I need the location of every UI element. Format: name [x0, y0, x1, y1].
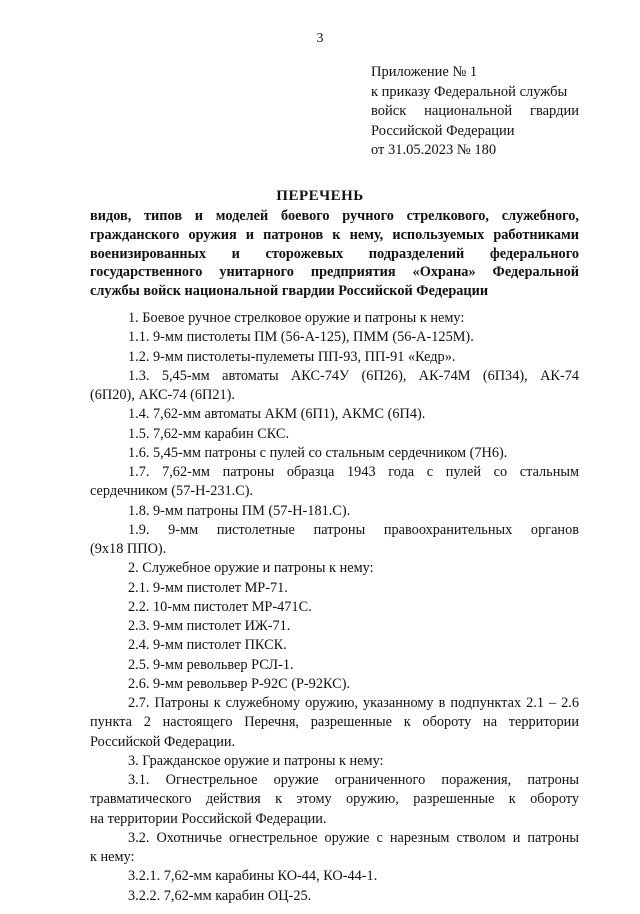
appendix-line: к приказу Федеральной службы [371, 83, 568, 100]
list-item: 3.1. Огнестрельное оружие ограниченного поражения, патроны [128, 772, 579, 788]
list-item: 1.1. 9-мм пистолеты ПМ (56-А-125), ПММ (56-А-125М). [128, 329, 474, 346]
list-item: 1.3. 5,45-мм автоматы АКС-74У (6П26), АК-74М (6П34), АК-74 [128, 367, 579, 384]
list-item: 1.6. 5,45-мм патроны с пулей со стальным сердечником (7Н6). [128, 444, 508, 461]
subtitle-line: государственного унитарного предприятия «Охрана» Федеральной [90, 264, 579, 281]
list-item-continuation: к нему: [90, 849, 135, 865]
subtitle-line: видов, типов и моделей боевого ручного стрелкового, служебного, [90, 208, 579, 224]
appendix-line: от 31.05.2023 № 180 [371, 142, 497, 158]
list-item: 2.7. Патроны к служебному оружию, указанному в подпунктах 2.1 – 2.6 [128, 695, 579, 711]
list-item: 1.7. 7,62-мм патроны образца 1943 года с пулей со стальным [128, 464, 579, 480]
list-item: 1.5. 7,62-мм карабин СКС. [128, 425, 290, 442]
document-subtitle [90, 207, 579, 301]
subtitle-line: гражданского оружия и патронов к нему, используемых работниками [90, 226, 579, 243]
section-heading: 2. Служебное оружие и патроны к нему: [128, 560, 374, 577]
document-title: ПЕРЕЧЕНЬ [276, 188, 364, 204]
list-item-continuation: пункта 2 настоящего Перечня, разрешенные к обороту на территории [90, 714, 579, 731]
appendix-line: Российской Федерации [371, 122, 515, 139]
list-item: 3.2.2. 7,62-мм карабин ОЦ-25. [128, 887, 312, 904]
subtitle-line: военизированных и сторожевых подразделений федерального [90, 245, 579, 262]
list-item: 1.8. 9-мм патроны ПМ (57-Н-181.С). [128, 502, 351, 519]
list-item: 2.2. 10-мм пистолет МР-471С. [128, 598, 312, 615]
list-item: 2.5. 9-мм револьвер РСЛ-1. [128, 656, 294, 673]
appendix-line: Приложение № 1 [371, 64, 478, 80]
list-item: 2.4. 9-мм пистолет ПКСК. [128, 637, 287, 654]
list-item-continuation: на территории Российской Федерации. [90, 810, 327, 827]
appendix-line: войск национальной гвардии [371, 103, 579, 119]
list-item-continuation: (6П20), АКС-74 (6П21). [90, 387, 235, 403]
page-number: 3 [316, 31, 324, 46]
list-item: 2.6. 9-мм револьвер Р-92С (Р-92КС). [128, 675, 351, 692]
appendix-header [371, 63, 579, 161]
list-item: 1.4. 7,62-мм автоматы АКМ (6П1), АКМС (6П4). [128, 406, 426, 423]
list-item: 2.3. 9-мм пистолет ИЖ-71. [128, 618, 291, 634]
list-item: 2.1. 9-мм пистолет МР-71. [128, 579, 288, 596]
list-item: 1.9. 9-мм пистолетные патроны правоохранительных органов [128, 521, 579, 538]
list-item-continuation: травматического действия к этому оружию, разрешенные к обороту [90, 791, 579, 808]
section-heading: 3. Гражданское оружие и патроны к нему: [128, 752, 384, 769]
section-heading: 1. Боевое ручное стрелковое оружие и патроны к нему: [128, 310, 465, 326]
document-body [90, 309, 579, 906]
list-item-continuation: (9x18 ППО). [90, 541, 167, 557]
list-item: 3.2. Охотничье огнестрельное оружие с нарезным стволом и патроны [128, 829, 579, 846]
list-item-continuation: сердечником (57-Н-231.С). [90, 483, 254, 500]
list-item: 3.2.1. 7,62-мм карабины КО-44, КО-44-1. [128, 868, 378, 885]
subtitle-line: службы войск национальной гвардии Российской Федерации [90, 283, 489, 300]
list-item: 1.2. 9-мм пистолеты-пулеметы ПП-93, ПП-91 «Кедр». [128, 348, 456, 365]
list-item-continuation: Российской Федерации. [90, 733, 236, 750]
